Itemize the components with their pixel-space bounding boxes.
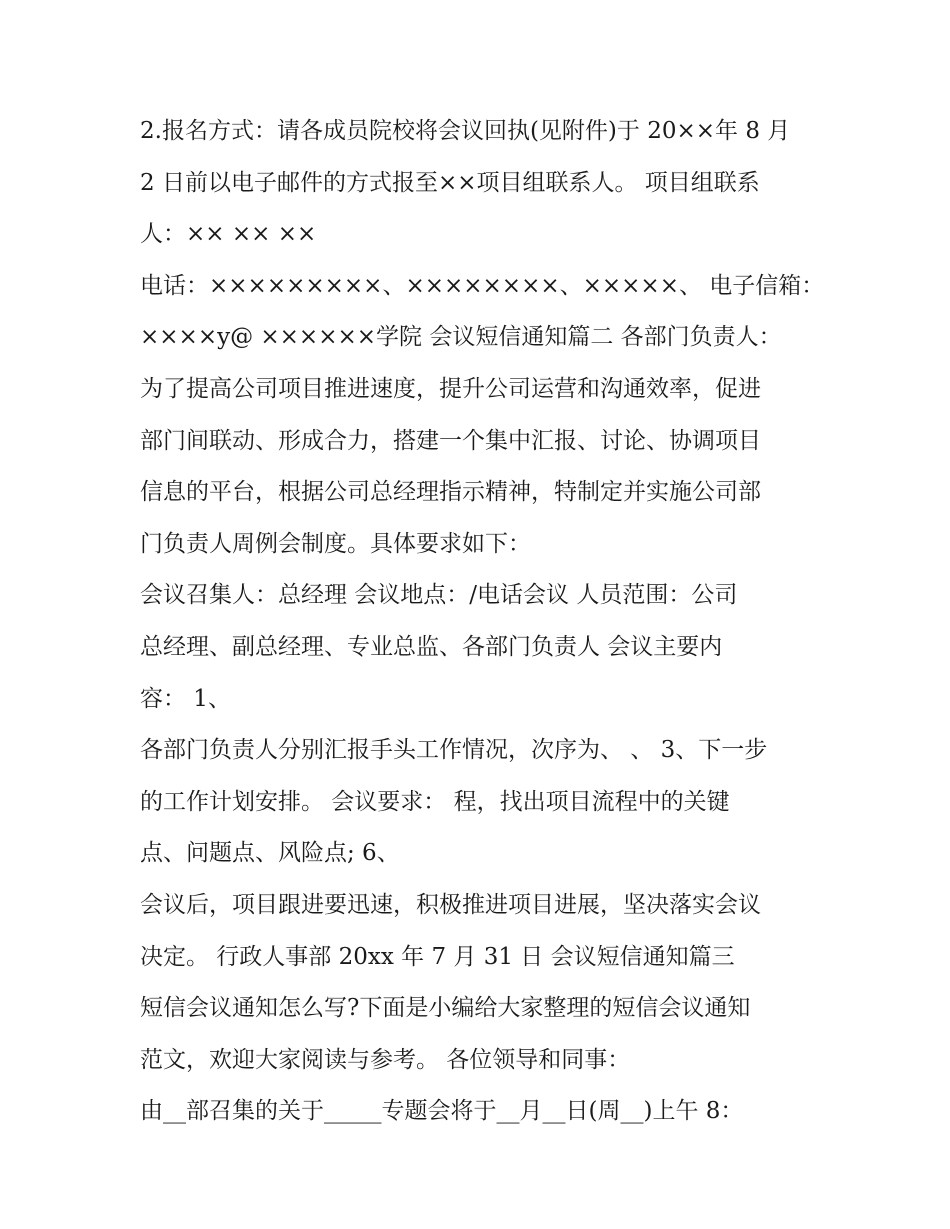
text-line: 总经理、副总经理、专业总监、各部门负责人 会议主要内	[140, 633, 723, 660]
text-line: 范文，欢迎大家阅读与参考。 各位领导和同事：	[140, 1046, 631, 1073]
text-line: 决定。 行政人事部 20xx 年 7 月 31 日 会议短信通知篇三	[140, 943, 735, 970]
document-body	[140, 106, 825, 1138]
text-line: 会议召集人：总经理 会议地点：/电话会议 人员范围：公司	[140, 582, 738, 609]
text-line: 部门间联动、形成合力，搭建一个集中汇报、讨论、协调项目	[140, 427, 761, 454]
text-line: ××××y@ ××××××学院 会议短信通知篇二 各部门负责人：	[140, 324, 782, 351]
text-line: 的工作计划安排。 会议要求： 程，找出项目流程中的关键	[140, 788, 730, 815]
text-line: 容： 1、	[140, 685, 231, 712]
text-line: 2 日前以电子邮件的方式报至××项目组联系人。 项目组联系	[140, 169, 760, 196]
text-line: 短信会议通知怎么写?下面是小编给大家整理的短信会议通知	[140, 995, 751, 1022]
text-line: 各部门负责人分别汇报手头工作情况，次序为、 、 3、下一步	[140, 737, 768, 764]
text-line: 信息的平台，根据公司总经理指示精神，特制定并实施公司部	[140, 479, 761, 506]
text-line: 点、问题点、风险点; 6、	[140, 840, 400, 867]
text-line: 电话：×××××××××、××××××××、×××××、 电子信箱：	[140, 272, 825, 299]
text-line: 由__部召集的关于_____专题会将于__月__日(周__)上午 8：	[140, 1098, 744, 1125]
text-line: 门负责人周例会制度。具体要求如下：	[140, 530, 531, 557]
text-line: 人：×× ×× ××	[140, 221, 317, 248]
text-line: 会议后，项目跟进要迅速，积极推进项目进展，坚决落实会议	[140, 891, 761, 918]
text-line: 2.报名方式：请各成员院校将会议回执(见附件)于 20××年 8 月	[140, 118, 791, 144]
text-line: 为了提高公司项目推进速度，提升公司运营和沟通效率，促进	[140, 375, 761, 402]
